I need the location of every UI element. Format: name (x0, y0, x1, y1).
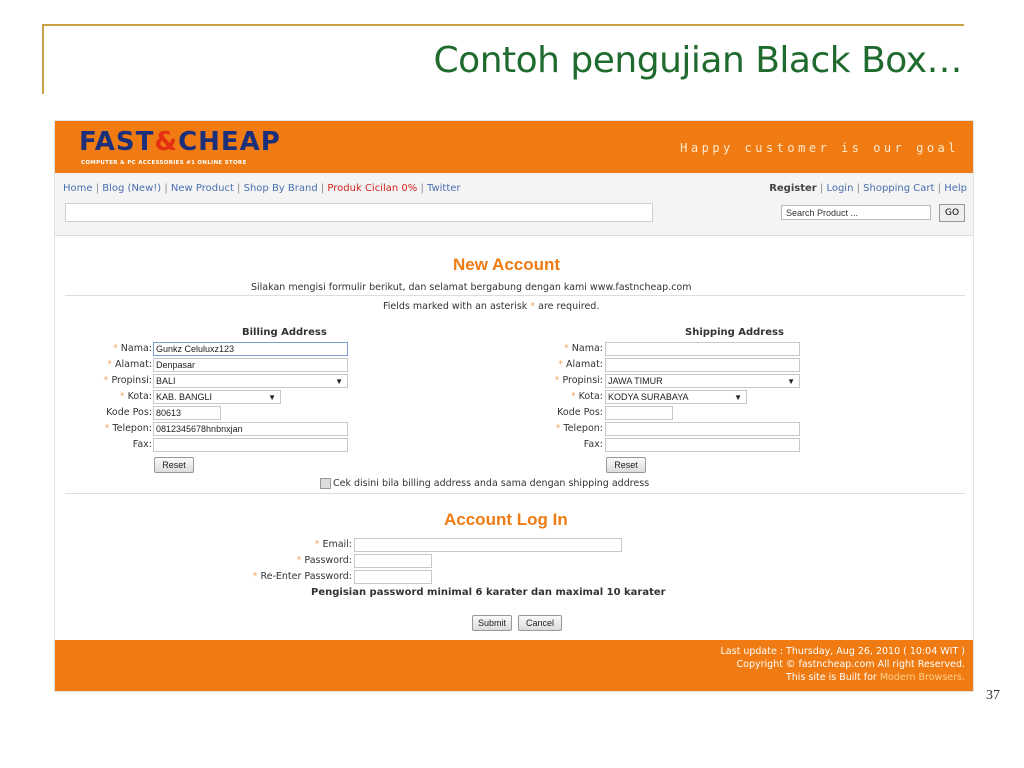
announcement-bar (65, 203, 653, 222)
shipping-propinsi-label: * Propinsi: (554, 375, 603, 386)
password-input[interactable] (354, 554, 432, 568)
billing-nama-input[interactable]: Gunkz Celuluxz123 (153, 342, 348, 356)
nav-links-right: Register | Login | Shopping Cart | Help (769, 183, 967, 194)
shipping-kota-label: * Kota: (570, 391, 603, 402)
reenter-password-label: * Re-Enter Password: (252, 571, 352, 582)
nav-link-login[interactable]: Login (826, 183, 854, 194)
shipping-fax-label: Fax: (583, 439, 603, 450)
site-tagline: Happy customer is our goal (680, 141, 959, 155)
nav-link-shopping-cart[interactable]: Shopping Cart (863, 183, 935, 194)
shipping-kota-select[interactable]: KODYA SURABAYA ▼ (605, 390, 747, 404)
site-footer (55, 640, 973, 691)
shipping-nama-label: * Nama: (564, 343, 603, 354)
billing-telepon-input[interactable]: 0812345678hnbnxjan (153, 422, 348, 436)
nav-link-home[interactable]: Home (63, 183, 93, 194)
required-note: Fields marked with an asterisk * are required. (383, 301, 600, 312)
cancel-button[interactable]: Cancel (518, 615, 562, 631)
new-account-title: New Account (453, 255, 561, 274)
search-input[interactable] (781, 205, 931, 220)
logo-text-cheap: CHEAP (178, 127, 281, 157)
site-logo[interactable] (79, 127, 281, 157)
billing-kota-label: * Kota: (119, 391, 152, 402)
nav-link-twitter[interactable]: Twitter (427, 183, 461, 194)
billing-heading: Billing Address (242, 327, 327, 338)
form-intro: Silakan mengisi formulir berikut, dan selamat bergabung dengan kami www.fastncheap.com (251, 282, 692, 293)
shipping-alamat-label: * Alamat: (558, 359, 603, 370)
account-login-title: Account Log In (444, 510, 568, 529)
footer-copyright: Copyright © fastncheap.com All right Reserved. (736, 659, 965, 670)
nav-link-help[interactable]: Help (944, 183, 967, 194)
same-address-label: Cek disini bila billing address anda sama dengan shipping address (333, 478, 650, 489)
search-go-button[interactable]: GO (939, 204, 965, 222)
billing-propinsi-label: * Propinsi: (103, 375, 152, 386)
billing-alamat-input[interactable]: Denpasar (153, 358, 348, 372)
chevron-down-icon: ▼ (335, 377, 343, 386)
logo-ampersand: & (154, 127, 179, 157)
billing-telepon-label: * Telepon: (104, 423, 152, 434)
billing-kota-select[interactable]: KAB. BANGLI ▼ (153, 390, 281, 404)
footer-last-update: Last update : Thursday, Aug 26, 2010 ( 10:04 WIT ) (720, 646, 965, 657)
nav-link-register[interactable]: Register (769, 183, 817, 194)
shipping-kodepos-input[interactable] (605, 406, 673, 420)
chevron-down-icon: ▼ (787, 377, 795, 386)
billing-kodepos-label: Kode Pos: (106, 407, 152, 418)
shipping-alamat-input[interactable] (605, 358, 800, 372)
site-header (55, 121, 973, 173)
billing-fax-input[interactable] (153, 438, 348, 452)
website-screenshot (54, 120, 974, 692)
password-rule: Pengisian password minimal 6 karater dan maximal 10 karater (311, 587, 666, 598)
chevron-down-icon: ▼ (268, 393, 276, 402)
password-label: * Password: (296, 555, 352, 566)
reenter-password-input[interactable] (354, 570, 432, 584)
same-address-checkbox[interactable] (320, 478, 331, 489)
site-nav (55, 173, 973, 236)
modern-browsers-link[interactable]: Modern Browsers. (879, 672, 965, 683)
shipping-propinsi-select[interactable]: JAWA TIMUR ▼ (605, 374, 800, 388)
billing-alamat-label: * Alamat: (107, 359, 152, 370)
billing-reset-button[interactable]: Reset (154, 457, 194, 473)
shipping-heading: Shipping Address (685, 327, 784, 338)
divider (65, 493, 965, 494)
nav-link-blog[interactable]: Blog (New!) (102, 183, 162, 194)
billing-kodepos-input[interactable]: 80613 (153, 406, 221, 420)
nav-links-left: Home | Blog (New!) | New Product | Shop By Brand | Produk Cicilan 0% | Twitter (63, 183, 461, 194)
logo-subtitle: COMPUTER & PC ACCESSORIES #1 ONLINE STORE (81, 160, 247, 166)
shipping-nama-input[interactable] (605, 342, 800, 356)
nav-link-shop-by-brand[interactable]: Shop By Brand (243, 183, 318, 194)
shipping-reset-button[interactable]: Reset (606, 457, 646, 473)
email-label: * Email: (314, 539, 352, 550)
billing-fax-label: Fax: (132, 439, 152, 450)
shipping-kodepos-label: Kode Pos: (557, 407, 603, 418)
slide-left-rule (42, 24, 44, 94)
divider (65, 295, 965, 296)
shipping-telepon-label: * Telepon: (555, 423, 603, 434)
submit-button[interactable]: Submit (472, 615, 512, 631)
nav-link-new-product[interactable]: New Product (170, 183, 234, 194)
email-input[interactable] (354, 538, 622, 552)
slide-title: Contoh pengujian Black Box… (433, 40, 962, 81)
billing-propinsi-select[interactable]: BALI ▼ (153, 374, 348, 388)
footer-built-for: This site is Built for Modern Browsers. (785, 672, 965, 683)
shipping-fax-input[interactable] (605, 438, 800, 452)
nav-link-produk-cicilan[interactable]: Produk Cicilan 0% (327, 183, 418, 194)
shipping-telepon-input[interactable] (605, 422, 800, 436)
billing-nama-label: * Nama: (113, 343, 152, 354)
slide-page-number: 37 (986, 688, 1000, 703)
slide-top-rule (42, 24, 964, 26)
chevron-down-icon: ▼ (734, 393, 742, 402)
logo-text-fast: FAST (79, 127, 155, 157)
